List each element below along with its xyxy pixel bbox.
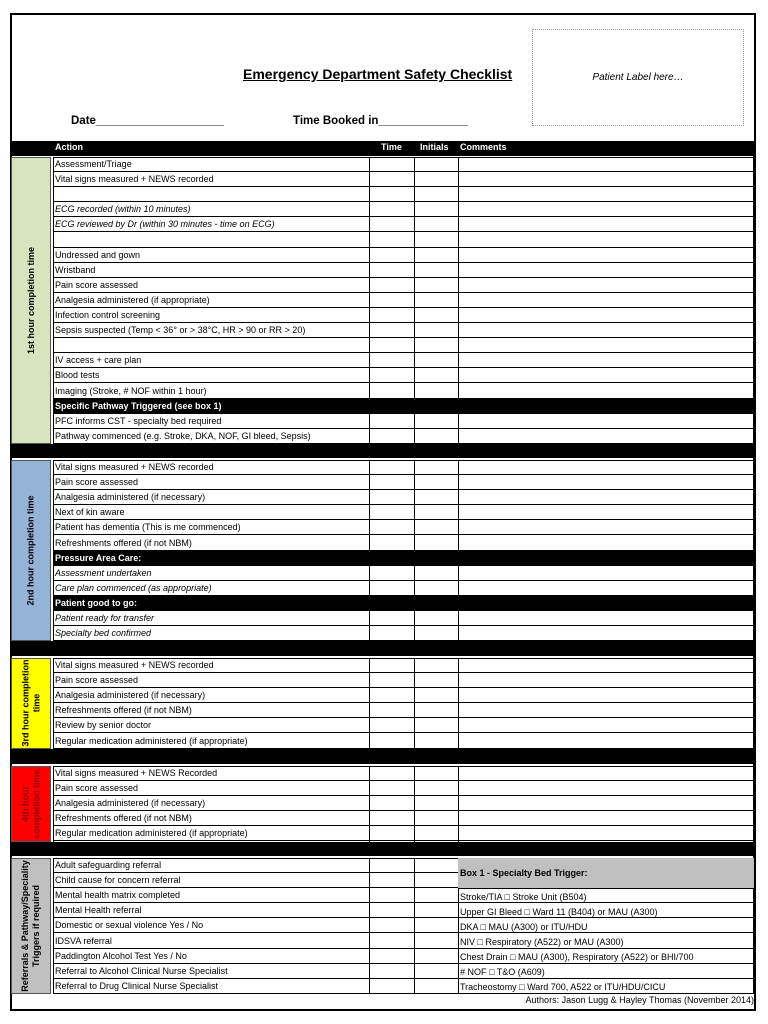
action-text: Vital signs measured + NEWS recorded [55,174,214,185]
action-text: Refreshments offered (if not NBM) [55,813,192,824]
table-row[interactable] [53,157,754,172]
box1-header [458,858,754,889]
table-row[interactable] [53,658,754,673]
action-text: IV access + care plan [55,355,142,366]
action-text: Blood tests [55,370,100,381]
action-text: Vital signs measured + NEWS recorded [55,462,214,472]
action-text: Specific Pathway Triggered (see box 1) [55,400,222,411]
column-rule [369,766,370,842]
column-rule [414,460,415,641]
section-label-5 [11,858,51,994]
action-text: PFC informs CST - specialty bed required [55,415,222,426]
column-rule [53,766,54,842]
page-title: Emergency Department Safety Checklist [243,66,513,82]
table-row[interactable] [53,293,754,308]
action-text: Mental Health referral [55,905,142,916]
action-text: Analgesia administered (if necessary) [55,492,206,503]
action-text: Regular medication administered (if appropriate) [55,828,248,839]
column-rule [458,157,459,444]
table-row[interactable] [53,596,754,611]
action-text: Patient ready for transfer [55,613,155,623]
action-text: ECG recorded (within 10 minutes) [55,204,191,215]
box1-item: Chest Drain □ MAU (A300), Respiratory (A522) or BHI/700 [460,952,694,962]
table-row[interactable] [53,278,754,293]
action-text: Next of kin aware [55,507,125,518]
table-row[interactable] [53,308,754,323]
section-separator [11,749,754,764]
table-row[interactable] [53,353,754,368]
table-row[interactable] [53,796,754,811]
table-row[interactable] [53,566,754,581]
column-rule [369,157,370,444]
section-label-4 [11,766,51,842]
action-text: Specialty bed confirmed [55,628,152,639]
column-rule [458,460,459,641]
section-label-1 [11,157,51,444]
table-row[interactable] [53,626,754,641]
box1-item: Stroke/TIA □ Stroke Unit (B504) [460,892,587,902]
action-text: Analgesia administered (if necessary) [55,798,206,809]
section-label-text: 2nd hour completion time [25,495,36,606]
column-comments: Comments [460,142,507,152]
action-text: Mental health matrix completed [55,890,181,901]
table-row[interactable] [53,338,754,353]
section-separator [11,842,754,857]
table-row[interactable] [53,414,754,429]
column-rule [53,658,54,749]
box1-item: # NOF □ T&O (A609) [460,967,545,977]
action-text: Care plan commenced (as appropriate) [55,582,212,593]
action-text: Child cause for concern referral [55,875,181,886]
column-rule [53,157,54,444]
action-text: Adult safeguarding referral [55,860,162,870]
table-row[interactable] [53,688,754,703]
table-row[interactable] [53,703,754,718]
action-text: Assessment/Triage [55,159,132,169]
action-text: Review by senior doctor [55,720,152,731]
column-rule [369,460,370,641]
table-row[interactable] [53,187,754,202]
action-text: Paddington Alcohol Test Yes / No [55,950,187,961]
table-row[interactable] [53,766,754,781]
column-rule [53,858,54,994]
action-text: Domestic or sexual violence Yes / No [55,920,204,931]
table-row[interactable] [53,202,754,217]
column-rule [369,658,370,749]
action-text: Pathway commenced (e.g. Stroke, DKA, NOF, GI bleed, Sepsis) [55,430,311,441]
box1-item: Tracheostomy □ Ward 700, A522 or ITU/HDU/CICU [460,982,666,992]
table-row[interactable] [53,233,754,248]
section-label-2 [11,460,51,641]
table-row[interactable] [53,811,754,826]
table-row[interactable] [53,384,754,399]
column-rule [414,858,415,994]
action-text: ECG reviewed by Dr (within 30 minutes - time on ECG) [55,219,275,230]
section-top-rule [53,460,754,461]
date-field[interactable]: Date____________________ [71,115,224,127]
action-text: Analgesia administered (if appropriate) [55,294,210,305]
column-time: Time [381,142,402,152]
table-row[interactable] [53,536,754,551]
box1-item: DKA □ MAU (A300) or ITU/HDU [460,922,588,932]
action-text: Vital signs measured + NEWS Recorded [55,768,218,778]
box1-title: Box 1 - Specialty Bed Trigger: [460,868,588,878]
table-row[interactable] [53,781,754,796]
table-row[interactable] [53,263,754,278]
action-text: Assessment undertaken [55,567,152,578]
action-text: Undressed and gown [55,249,141,260]
section-label-text: 3rd hour completion time [20,659,42,747]
section-label-3 [11,658,51,749]
action-text: Wristband [55,264,96,275]
table-row[interactable] [53,323,754,338]
action-text: Pressure Area Care: [55,552,142,563]
table-row[interactable] [53,248,754,263]
table-row[interactable] [53,964,754,979]
table-row[interactable] [53,551,754,566]
column-rule [53,460,54,641]
action-text: Analgesia administered (if necessary) [55,690,206,701]
action-text: Patient has dementia (This is me commenced) [55,522,241,533]
section-top-rule [53,658,754,659]
action-text: Refreshments offered (if not NBM) [55,537,192,548]
table-row[interactable] [53,460,754,475]
action-text: Imaging (Stroke, # NOF within 1 hour) [55,385,207,396]
table-row[interactable] [53,734,754,749]
action-text: Referral to Alcohol Clinical Nurse Specialist [55,965,228,976]
table-row[interactable] [53,475,754,490]
column-rule [458,658,459,749]
action-text: Pain score assessed [55,675,139,686]
table-row[interactable] [53,718,754,733]
section-separator [11,641,754,656]
authors-credit: Authors: Jason Lugg & Hayley Thomas (November 2014) [525,995,754,1005]
table-row[interactable] [53,368,754,383]
action-text: Pain score assessed [55,477,139,488]
table-row[interactable] [53,826,754,841]
action-text: Patient good to go: [55,597,137,608]
action-text: Pain score assessed [55,279,139,290]
section-top-rule [53,766,754,767]
section-label-text: Referrals & Pathway/Speciality Triggers if required [20,860,41,992]
action-text: Regular medication administered (if appropriate) [55,735,248,746]
table-row[interactable] [53,490,754,505]
table-row[interactable] [53,217,754,232]
patient-label-text: Patient Label here… [592,72,684,83]
column-rule [458,766,459,842]
action-text: Referral to Drug Clinical Nurse Specialist [55,980,219,991]
action-text: Pain score assessed [55,783,139,794]
table-row[interactable] [53,918,754,933]
column-rule [414,658,415,749]
section-label-text: 4th hour completion time [20,769,42,839]
action-text: Vital signs measured + NEWS recorded [55,660,214,670]
table-row[interactable] [53,520,754,535]
column-rule [414,766,415,842]
column-rule [369,858,370,994]
time-booked-field[interactable]: Time Booked in______________ [293,115,468,127]
action-text: Infection control screening [55,310,161,320]
column-rule [414,157,415,444]
section-label-text: 1st hour completion time [25,246,36,354]
column-action: Action [55,142,83,152]
box1-item: NIV □ Respiratory (A522) or MAU (A300) [460,937,624,947]
patient-label-box [532,29,744,126]
box1-item: Upper GI Bleed □ Ward 11 (B404) or MAU (A300) [460,907,658,917]
column-initials: Initials [420,142,449,152]
table-row[interactable] [53,505,754,520]
table-row[interactable] [53,399,754,414]
table-row[interactable] [53,429,754,444]
table-row[interactable] [53,934,754,949]
action-text: IDSVA referral [55,935,112,946]
table-row[interactable] [53,611,754,626]
section-top-rule [53,157,754,158]
table-row[interactable] [53,673,754,688]
table-row[interactable] [53,172,754,187]
table-row[interactable] [53,888,754,903]
table-row[interactable] [53,581,754,596]
action-text: Sepsis suspected (Temp < 36° or > 38°C, HR > 90 or RR > 20) [55,325,306,336]
action-text: Refreshments offered (if not NBM) [55,705,192,716]
section-separator [11,444,754,458]
